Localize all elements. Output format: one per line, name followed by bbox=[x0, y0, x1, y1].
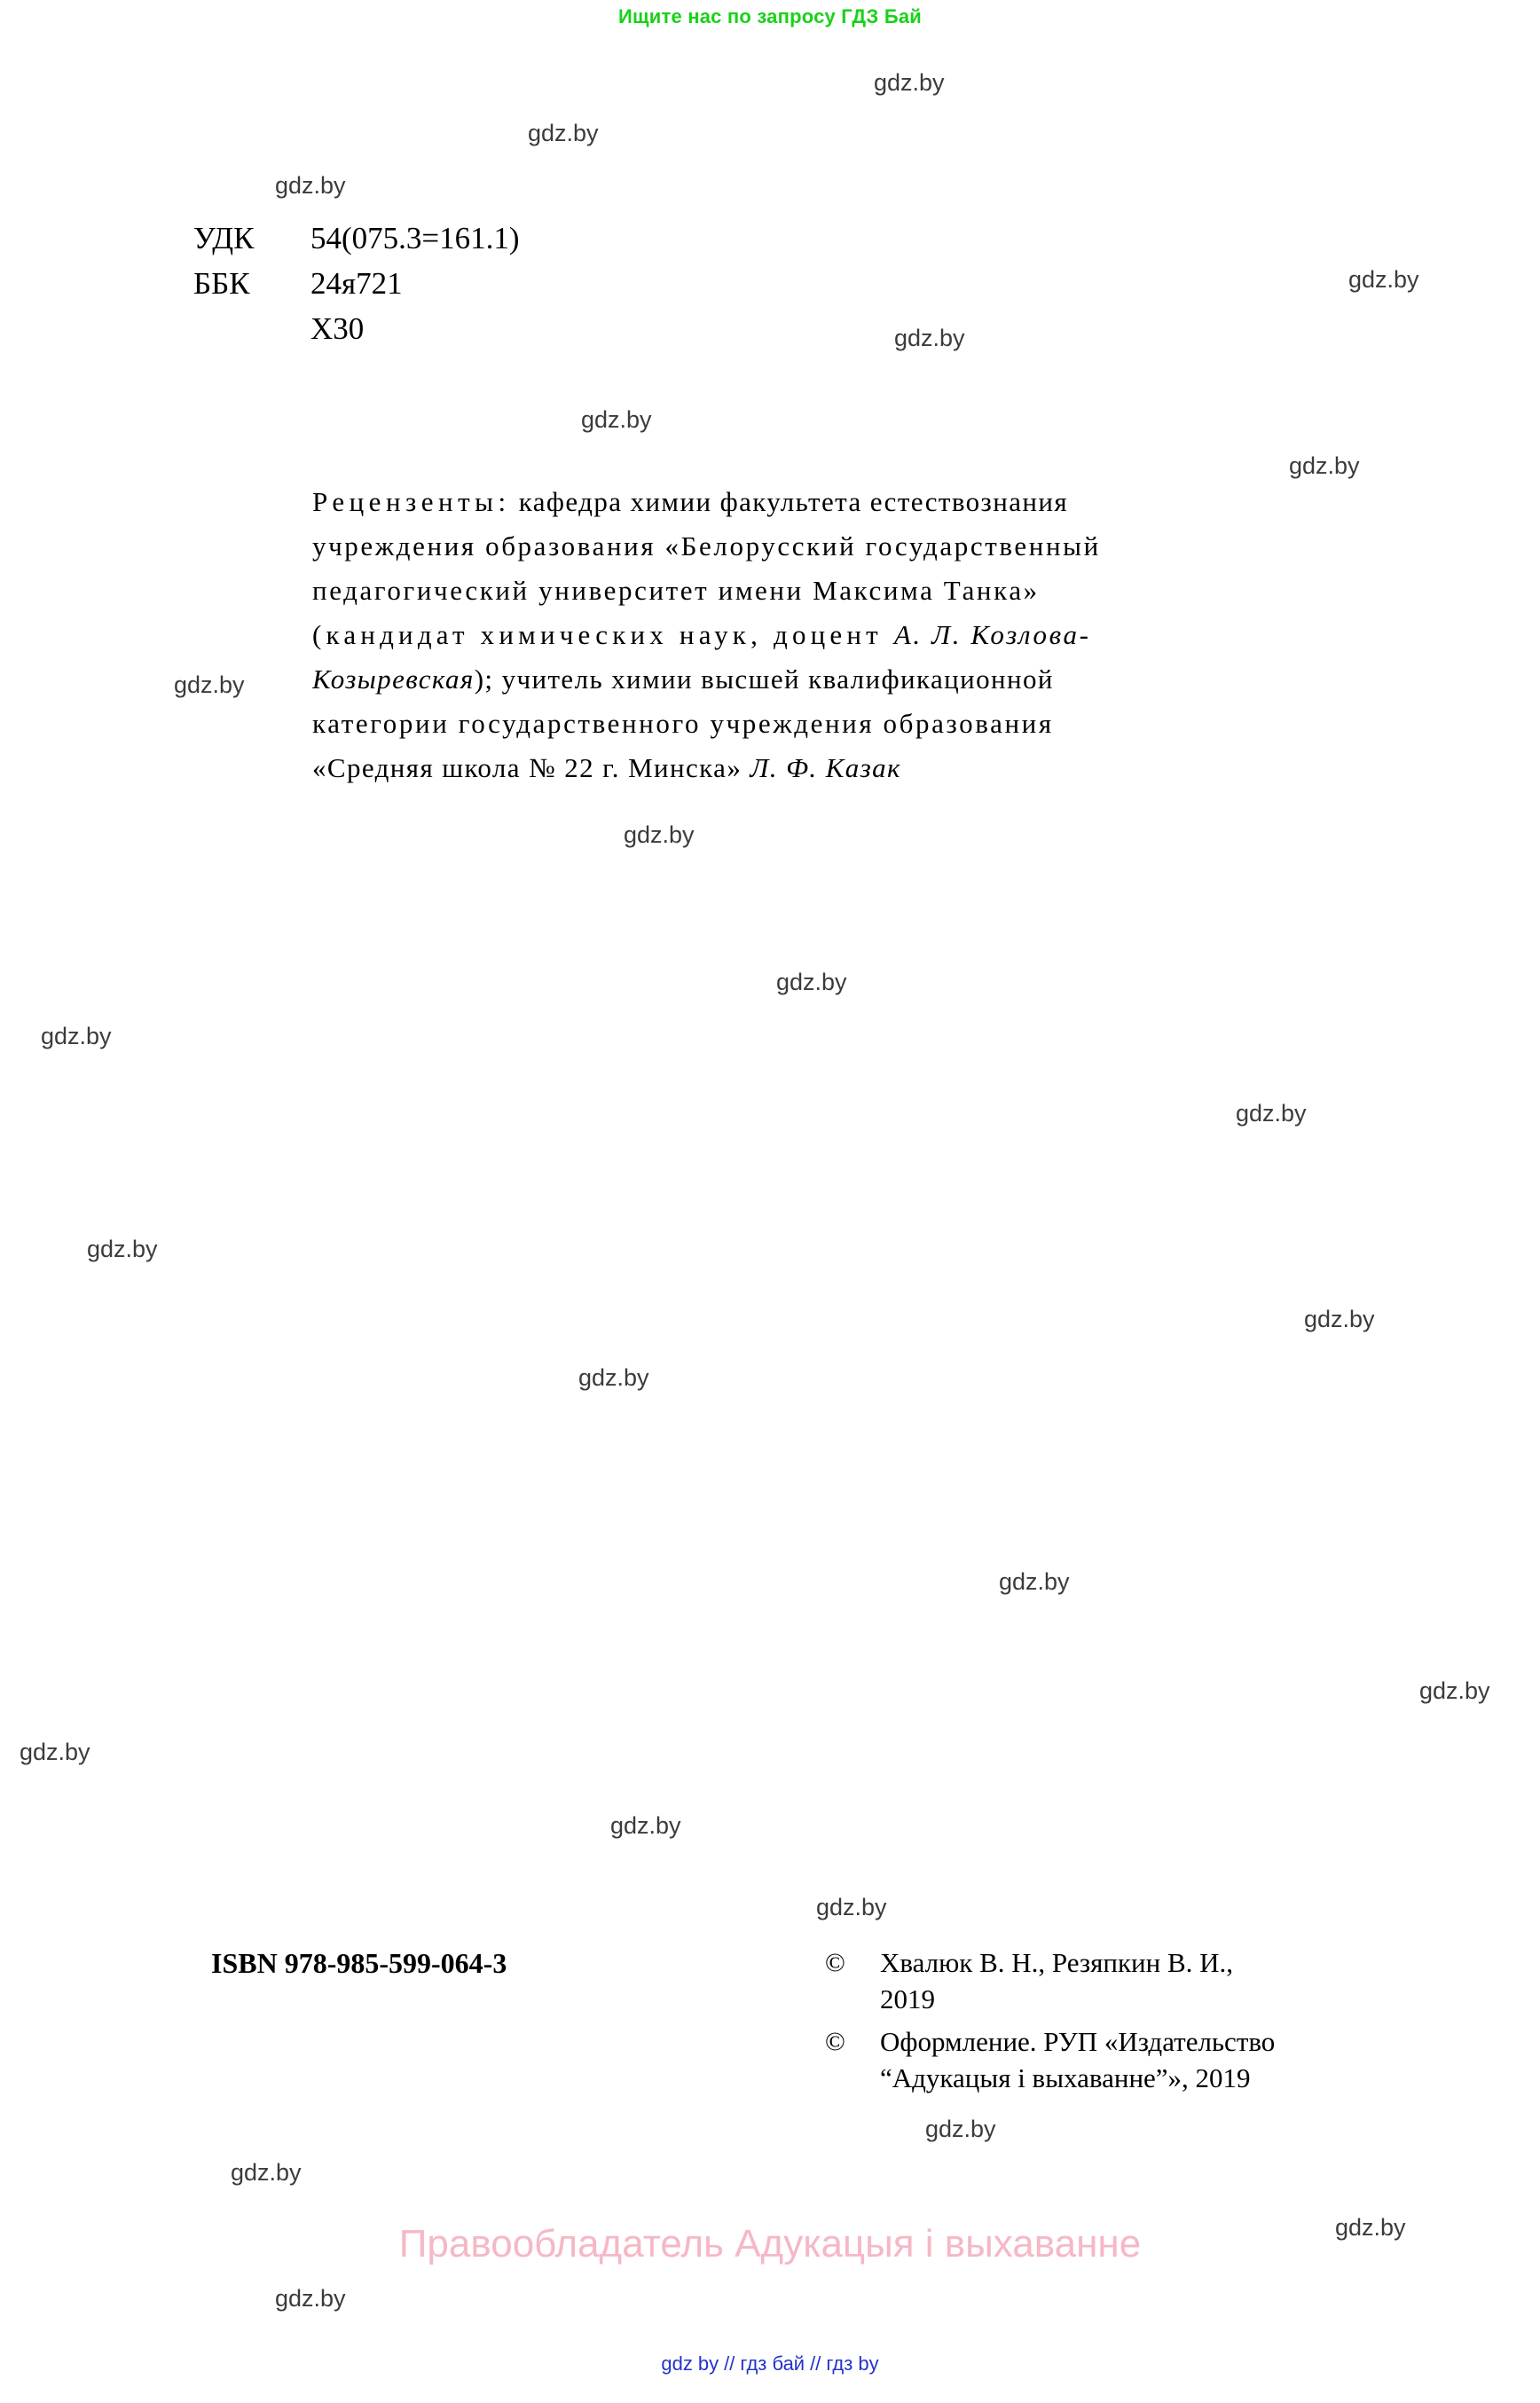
gdz-watermark: gdz.by bbox=[20, 1739, 90, 1765]
gdz-watermark: gdz.by bbox=[1236, 1100, 1307, 1127]
footer-links bbox=[0, 2352, 1540, 2376]
gdz-watermark: gdz.by bbox=[231, 2159, 302, 2186]
copyright-authors-line-1: Хвалюк В. Н., Резяпкин В. И., bbox=[880, 1947, 1234, 1978]
classification-block bbox=[193, 216, 520, 351]
reviewers-line-2: учреждения образования «Белорусский государственный bbox=[312, 530, 1101, 561]
gdz-watermark: gdz.by bbox=[776, 969, 847, 995]
bbk-label: ББК bbox=[193, 266, 250, 301]
copyright-entry-publisher bbox=[825, 2023, 1428, 2096]
reviewers-line-4 bbox=[312, 613, 1407, 657]
gdz-watermark: gdz.by bbox=[874, 69, 945, 96]
gdz-watermark: gdz.by bbox=[610, 1812, 681, 1839]
author-code-value: Х30 bbox=[310, 311, 365, 346]
footer-separator-1: // bbox=[724, 2352, 735, 2375]
rights-holder-watermark: Правообладатель Адукацыя і выхаванне bbox=[398, 2222, 1142, 2266]
reviewers-line-4-text: (кандидат химических наук, доцент bbox=[312, 619, 894, 650]
reviewers-line-7 bbox=[312, 746, 1407, 790]
bbk-row bbox=[193, 261, 520, 306]
isbn-value: ISBN 978-985-599-064-3 bbox=[211, 1947, 507, 1979]
reviewer-name-kozlova: А. Л. Козлова- bbox=[893, 619, 1091, 650]
reviewers-line-3: педагогический университет имени Максима Танка» bbox=[312, 575, 1040, 606]
reviewers-heading: Рецензенты: bbox=[312, 486, 511, 517]
gdz-watermark: gdz.by bbox=[1335, 2214, 1406, 2241]
footer-link-3[interactable]: гдз by bbox=[826, 2352, 879, 2375]
reviewers-line-1 bbox=[312, 480, 1407, 524]
gdz-watermark: gdz.by bbox=[816, 1894, 887, 1920]
gdz-watermark: gdz.by bbox=[999, 1568, 1070, 1595]
gdz-watermark: gdz.by bbox=[894, 325, 965, 351]
footer-separator-2: // bbox=[810, 2352, 821, 2375]
gdz-watermark: gdz.by bbox=[1348, 266, 1419, 293]
gdz-watermark: gdz.by bbox=[578, 1364, 649, 1391]
copyright-icon: © bbox=[825, 2027, 845, 2056]
gdz-watermark: gdz.by bbox=[528, 120, 599, 146]
gdz-watermark: gdz.by bbox=[41, 1023, 112, 1049]
gdz-watermark: gdz.by bbox=[87, 1236, 158, 1262]
gdz-watermark: gdz.by bbox=[1304, 1306, 1375, 1332]
copyright-block bbox=[825, 1944, 1428, 2102]
bbk-value: 24я721 bbox=[310, 266, 403, 301]
promo-banner: Ищите нас по запросу ГДЗ Бай bbox=[617, 5, 922, 27]
copyright-icon: © bbox=[825, 1948, 845, 1977]
copyright-publisher-line-2: “Адукацыя і выхаванне”», 2019 bbox=[880, 2062, 1251, 2093]
reviewers-line-7-text: «Средняя школа № 22 г. Минска» bbox=[312, 752, 750, 783]
reviewers-line-6: категории государственного учреждения образования bbox=[312, 708, 1054, 739]
gdz-watermark: gdz.by bbox=[275, 172, 346, 199]
gdz-watermark: gdz.by bbox=[624, 821, 695, 848]
udk-label: УДК bbox=[193, 221, 255, 255]
reviewer-name-kozyrevskaya: Козыревская bbox=[312, 664, 475, 695]
gdz-watermark: gdz.by bbox=[174, 671, 245, 698]
gdz-watermark: gdz.by bbox=[1419, 1677, 1490, 1704]
reviewers-line-1-rest: кафедра химии факультета естествознания bbox=[510, 486, 1068, 517]
reviewers-paragraph bbox=[312, 480, 1407, 790]
udk-row bbox=[193, 216, 520, 261]
gdz-watermark: gdz.by bbox=[1289, 452, 1360, 479]
gdz-watermark: gdz.by bbox=[925, 2116, 996, 2142]
author-code-row bbox=[193, 306, 520, 351]
gdz-watermark: gdz.by bbox=[581, 406, 652, 433]
gdz-watermark: gdz.by bbox=[275, 2285, 346, 2312]
copyright-authors-year: 2019 bbox=[880, 1983, 935, 2014]
copyright-publisher-line-1: Оформление. РУП «Издательство bbox=[880, 2026, 1276, 2057]
reviewer-name-kazak: Л. Ф. Казак bbox=[750, 752, 901, 783]
footer-link-1[interactable]: gdz by bbox=[661, 2352, 719, 2375]
copyright-entry-authors bbox=[825, 1944, 1428, 2017]
reviewers-line-5-rest: ); учитель химии высшей квалификационной bbox=[474, 664, 1054, 695]
udk-value: 54(075.3=161.1) bbox=[310, 221, 520, 255]
footer-link-2[interactable]: гдз бай bbox=[740, 2352, 805, 2375]
reviewers-line-5 bbox=[312, 657, 1407, 702]
